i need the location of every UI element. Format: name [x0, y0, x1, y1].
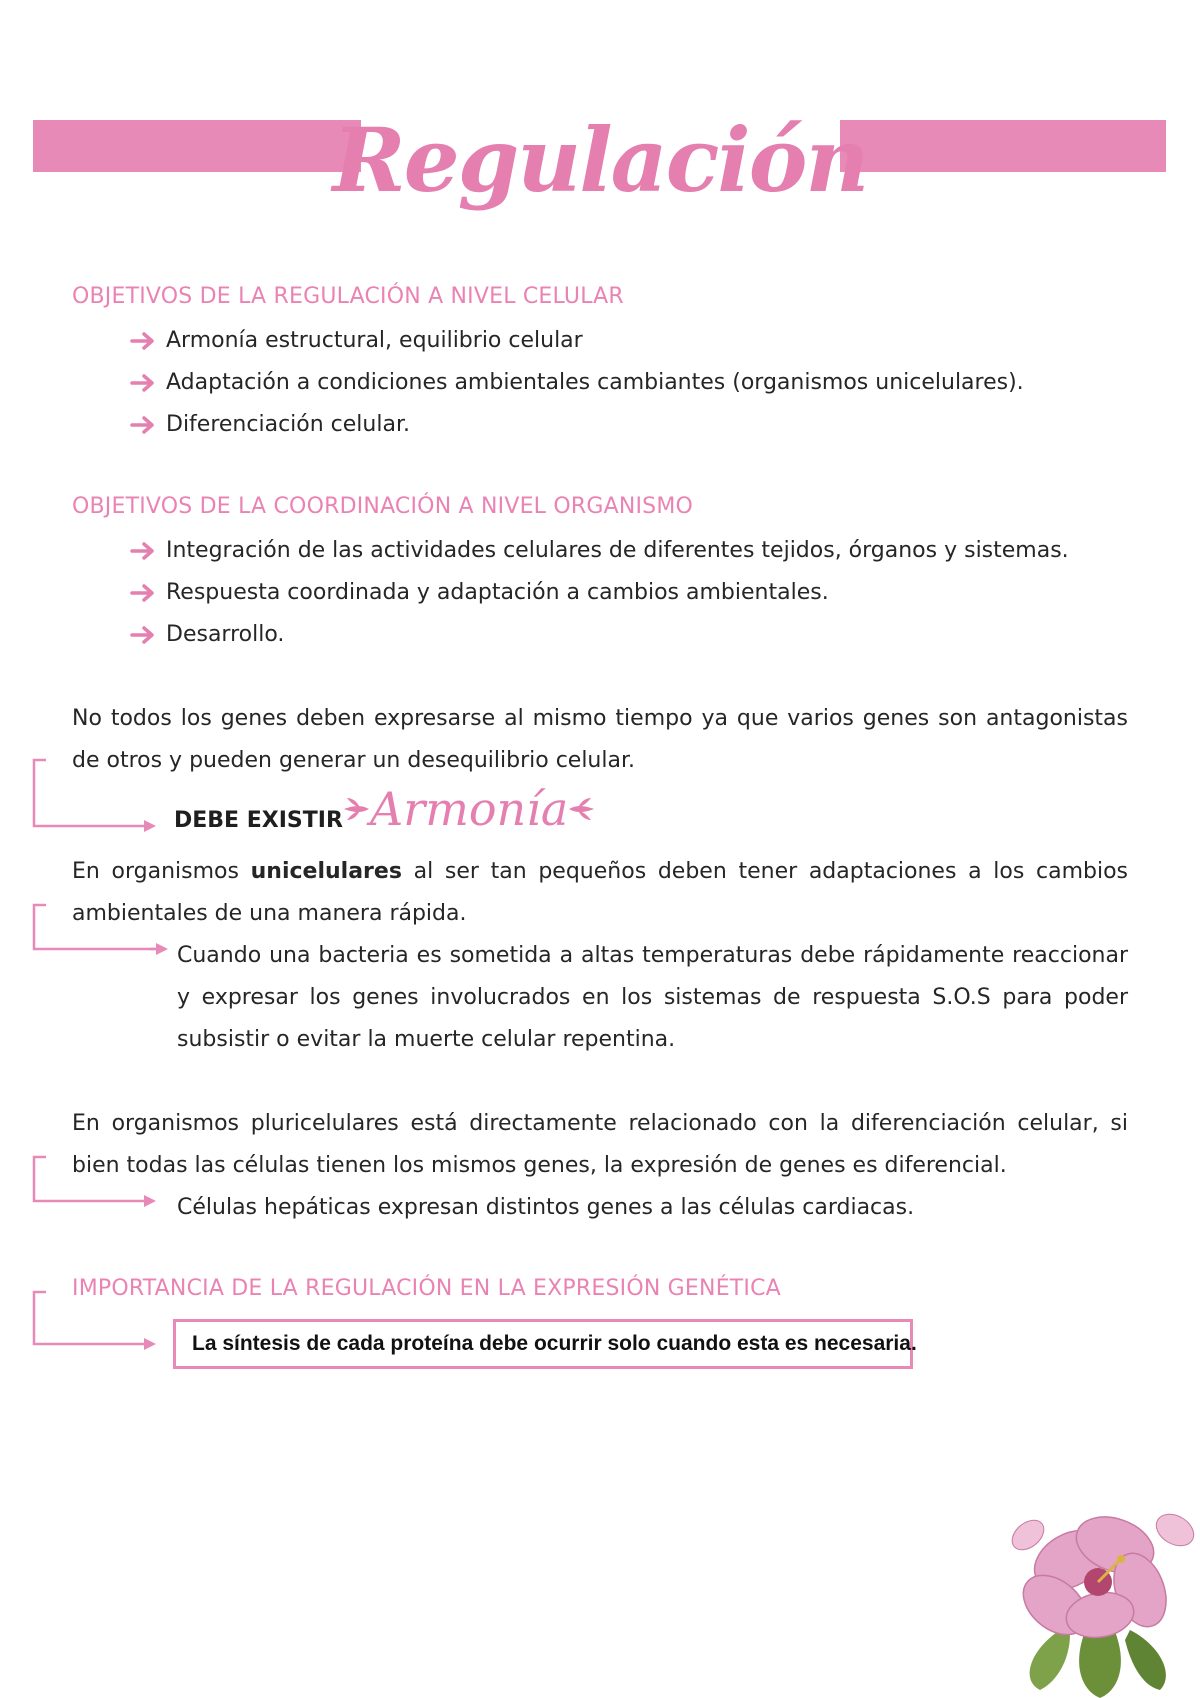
objectives-organism-list [130, 530, 1069, 656]
connector-arrow-icon [30, 1290, 160, 1350]
hibiscus-flower-illustration [1000, 1490, 1200, 1698]
emphasis-term: unicelulares [250, 859, 402, 884]
callout-word-block [340, 782, 598, 836]
leaf-flourish-icon [568, 794, 598, 824]
connector-arrow-icon [30, 903, 160, 955]
objectives-cellular-list [130, 320, 1024, 446]
right-arrow-icon [130, 584, 156, 602]
list-item-text: Desarrollo. [166, 622, 285, 647]
page-title: Regulación [332, 108, 868, 212]
paragraph-unicellular [72, 851, 1128, 935]
right-arrow-icon [130, 542, 156, 560]
callout-word: Armonía [370, 782, 569, 836]
connector-arrow-icon [30, 1155, 160, 1207]
right-arrow-icon [130, 626, 156, 644]
section-heading: IMPORTANCIA DE LA REGULACIÓN EN LA EXPRESIÓN GENÉTICA [72, 1276, 781, 1301]
key-statement-box [173, 1319, 917, 1369]
right-arrow-icon [130, 332, 156, 350]
paragraph-text: al ser tan pequeños deben tener adaptaciones a los cambios ambientales de una manera rápida. [72, 859, 1128, 926]
connector-arrow-icon [30, 758, 160, 832]
list-item [130, 320, 1024, 362]
paragraph-example-hepatic: Células hepáticas expresan distintos genes a las células cardiacas. [177, 1195, 915, 1220]
list-item [130, 530, 1069, 572]
right-arrow-icon [130, 416, 156, 434]
section-heading: OBJETIVOS DE LA COORDINACIÓN A NIVEL ORGANISMO [72, 494, 694, 519]
list-item [130, 572, 1069, 614]
paragraph-example-bacteria: Cuando una bacteria es sometida a altas temperaturas debe rápidamente reaccionar y expresar los genes involucrados en los sistemas de respuesta S.O.S para poder subsistir o evitar la muerte celular repentina. [177, 943, 1128, 1052]
list-item-text: Adaptación a condiciones ambientales cambiantes (organismos unicelulares). [166, 370, 1024, 395]
key-statement-text: La síntesis de cada proteína debe ocurrir solo cuando esta es necesaria. [192, 1332, 917, 1355]
paragraph-antagonist-genes: No todos los genes deben expresarse al mismo tiempo ya que varios genes son antagonistas de otros y pueden generar un desequilibrio celular. [72, 706, 1128, 773]
list-item [130, 404, 1024, 446]
list-item-text: Integración de las actividades celulares de diferentes tejidos, órganos y sistemas. [166, 538, 1069, 563]
leaf-flourish-icon [340, 794, 370, 824]
list-item [130, 362, 1024, 404]
section-heading: OBJETIVOS DE LA REGULACIÓN A NIVEL CELULAR [72, 284, 624, 309]
page-title-block [332, 80, 868, 240]
list-item-text: Armonía estructural, equilibrio celular [166, 328, 583, 353]
callout-lead: DEBE EXISTIR [174, 808, 343, 833]
list-item-text: Diferenciación celular. [166, 412, 410, 437]
list-item [130, 614, 1069, 656]
connector-arrowhead [150, 943, 170, 955]
header-bar-right [840, 120, 1166, 172]
list-item-text: Respuesta coordinada y adaptación a cambios ambientales. [166, 580, 829, 605]
paragraph-text: En organismos [72, 859, 251, 884]
header-bar-left [33, 120, 361, 172]
right-arrow-icon [130, 374, 156, 392]
paragraph-multicellular: En organismos pluricelulares está directamente relacionado con la diferenciación celular, si bien todas las células tienen los mismos genes, la expresión de genes es diferencial. [72, 1111, 1128, 1178]
